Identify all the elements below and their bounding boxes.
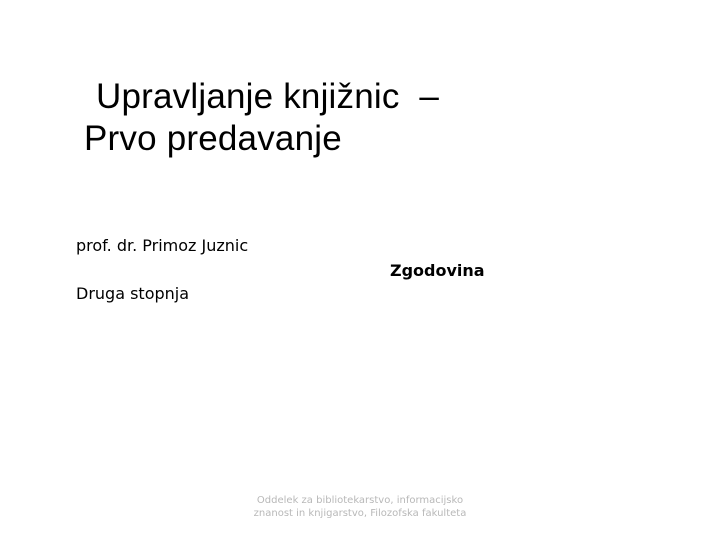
slide-title-line-1: Upravljanje knjižnic –	[96, 77, 440, 116]
subject-label: Zgodovina	[390, 261, 485, 280]
slide-title	[84, 76, 684, 160]
author-name: prof. dr. Primoz Juznic	[76, 236, 249, 255]
footer-department: Oddelek za bibliotekarstvo, informacijsko znanost in knjigarstvo, Filozofska fakulteta	[253, 495, 467, 519]
slide-title-line-2: Prvo predavanje	[84, 119, 342, 158]
study-level: Druga stopnja	[76, 284, 190, 303]
